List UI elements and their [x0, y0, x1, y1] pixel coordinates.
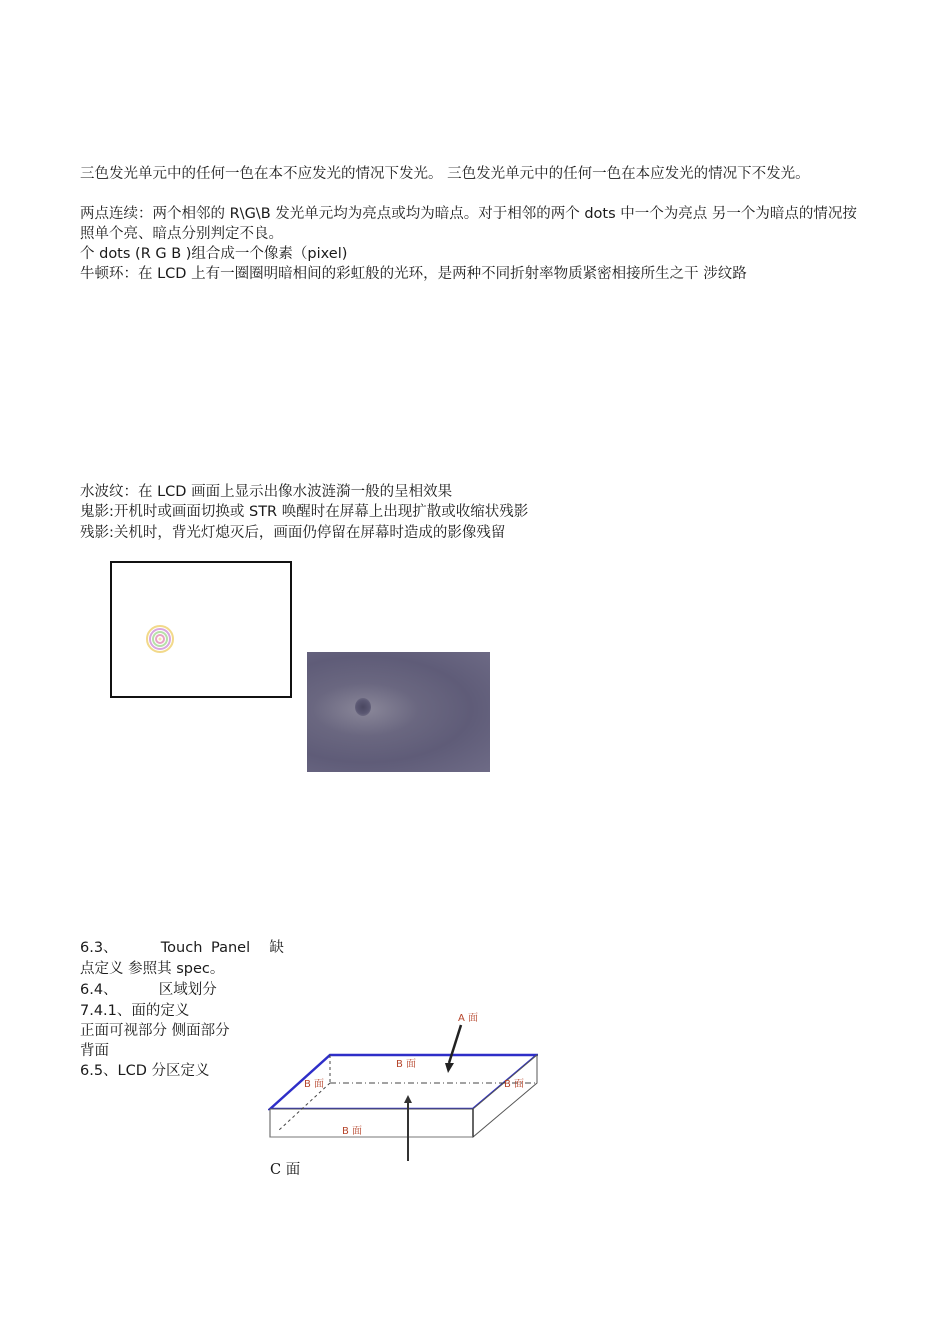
section-6-3-suffix: 缺 [269, 940, 284, 956]
label-b-face-top: B 面 [396, 1059, 417, 1070]
newton-ring-figure [110, 561, 292, 698]
label-c-face: C 面 [270, 1162, 301, 1178]
paragraph-water-ripple: 水波纹：在 LCD 画面上显示出像水波涟漪一般的呈相效果 [80, 484, 453, 500]
section-6-4 [80, 980, 217, 1001]
paragraph-newton-ring: 牛顿环：在 LCD 上有一圈圈明暗相间的彩虹般的光环，是两种不同折射率物质紧密相接所生之干 涉纹路 [80, 266, 747, 282]
ripple-spot [355, 698, 371, 716]
section-6-4-number: 6.4、 [80, 982, 118, 998]
label-a-face: A 面 [458, 1013, 479, 1024]
water-ripple-photo [307, 652, 490, 772]
section-6-5: 6.5、LCD 分区定义 [80, 1063, 210, 1079]
paragraph-image-retention: 残影:关机时，背光灯熄灭后，画面仍停留在屏幕时造成的影像残留 [80, 525, 506, 541]
paragraph-color-dot-defect: 三色发光单元中的任何一色在本不应发光的情况下发光。 三色发光单元中的任何一色在本应发光的情况下不发光。 [80, 166, 810, 182]
paragraph-ghost-image: 鬼影:开机时或画面切换或 STR 唤醒时在屏幕上出现扩散或收缩状残影 [80, 504, 529, 520]
label-b-face-left: B 面 [304, 1079, 325, 1090]
lcd-surface-diagram [268, 1005, 538, 1165]
section-6-3-line2: 点定义 参照其 spec。 [80, 961, 225, 977]
section-6-4-title: 区域划分 [158, 982, 217, 998]
label-b-face-right: B 面 [504, 1079, 525, 1090]
paragraph-two-dot-continuous: 两点连续：两个相邻的 R\G\B 发光单元均为亮点或均为暗点。对于相邻的两个 dots 中一个为亮点 另一个为暗点的情况按照单个亮、暗点分别判定不良。 [80, 206, 857, 242]
section-6-3-number: 6.3、 [80, 940, 118, 956]
section-7-4-1: 7.4.1、面的定义 [80, 1003, 190, 1019]
label-b-face-front: B 面 [342, 1126, 363, 1137]
section-surface-parts: 正面可视部分 侧面部分 [80, 1023, 230, 1039]
section-6-3 [80, 938, 284, 959]
newton-ring-icon [112, 563, 290, 696]
paragraph-pixel-definition: 个 dots (R G B )组合成一个像素（pixel) [80, 246, 348, 262]
section-6-3-title: Touch Panel [160, 940, 251, 956]
section-back: 背面 [80, 1043, 109, 1059]
lcd-slab-diagram [268, 1005, 538, 1165]
